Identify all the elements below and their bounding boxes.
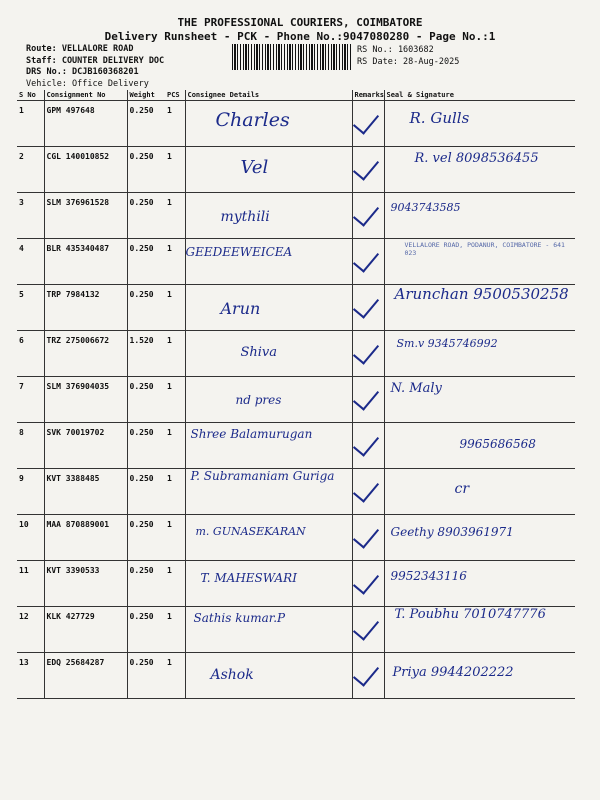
- cell-pcs: 1: [165, 653, 185, 699]
- check-mark-icon: [352, 107, 378, 134]
- cell-weight: 0.250: [127, 607, 165, 653]
- rs-number: RS No.: 1603682: [357, 45, 434, 55]
- consignee-handwriting: mythili: [220, 209, 270, 225]
- cell-weight: 0.250: [127, 561, 165, 607]
- signature-handwriting: Priya 9944202222: [392, 665, 514, 680]
- cell-sno: 1: [17, 101, 44, 147]
- header-info-left: [26, 44, 164, 90]
- table-row: [17, 239, 575, 285]
- cell-consignment-no: EDQ 25684287: [44, 653, 127, 699]
- check-mark-icon: [352, 429, 378, 456]
- cell-weight: 0.250: [127, 239, 165, 285]
- cell-remarks: [352, 331, 384, 377]
- check-mark-icon: [352, 337, 378, 364]
- signature-handwriting: 9965686568: [459, 437, 536, 451]
- staff-line: Staff: COUNTER DELIVERY DOC: [26, 55, 165, 66]
- cell-consignee: [185, 469, 352, 515]
- signature-handwriting: N. Maly: [390, 381, 442, 396]
- check-mark-icon: [352, 199, 378, 226]
- cell-consignment-no: GPM 497648: [44, 101, 127, 147]
- cell-weight: 0.250: [127, 285, 165, 331]
- cell-weight: 0.250: [127, 469, 165, 515]
- cell-pcs: 1: [165, 147, 185, 193]
- table-row: [17, 515, 575, 561]
- cell-weight: 1.520: [127, 331, 165, 377]
- signature-handwriting: cr: [454, 481, 470, 497]
- cell-pcs: 1: [165, 423, 185, 469]
- signature-handwriting: R. Gulls: [409, 109, 470, 127]
- cell-consignment-no: MAA 870889001: [44, 515, 127, 561]
- check-mark-icon: [352, 567, 378, 594]
- table-row: [17, 147, 575, 193]
- check-mark-icon: [352, 613, 378, 640]
- delivery-table: [17, 90, 575, 699]
- cell-weight: 0.250: [127, 377, 165, 423]
- cell-weight: 0.250: [127, 515, 165, 561]
- table-row: [17, 285, 575, 331]
- cell-pcs: 1: [165, 561, 185, 607]
- signature-handwriting: Geethy 8903961971: [390, 525, 514, 539]
- cell-pcs: 1: [165, 193, 185, 239]
- cell-signature: [384, 101, 575, 147]
- table-row: [17, 653, 575, 699]
- header-info-right: [357, 44, 459, 68]
- rs-date: RS Date: 28-Aug-2025: [357, 57, 460, 67]
- cell-remarks: [352, 239, 384, 285]
- table-row: [17, 607, 575, 653]
- cell-weight: 0.250: [127, 193, 165, 239]
- cell-sno: 9: [17, 469, 44, 515]
- consignee-handwriting: Sathis kumar.P: [193, 611, 286, 625]
- vehicle-line: Vehicle: Office Delivery: [26, 78, 149, 89]
- col-sno: S No: [17, 90, 44, 101]
- route-line: Route: VELLALORE ROAD: [26, 44, 134, 54]
- drs-line: DRS No.: DCJB160368201: [26, 67, 139, 77]
- cell-remarks: [352, 101, 384, 147]
- check-mark-icon: [352, 383, 378, 410]
- barcode: [232, 44, 352, 70]
- office-stamp: VELLALORE ROAD, PODANUR, COIMBATORE - 641 023: [404, 241, 565, 257]
- cell-signature: [384, 423, 575, 469]
- cell-consignment-no: BLR 435340487: [44, 239, 127, 285]
- signature-handwriting: Arunchan 9500530258: [394, 285, 569, 303]
- check-mark-icon: [352, 659, 378, 686]
- check-mark-icon: [352, 291, 378, 318]
- cell-weight: 0.250: [127, 653, 165, 699]
- cell-consignment-no: KVT 3390533: [44, 561, 127, 607]
- consignee-handwriting: P. Subramaniam Guriga: [190, 469, 335, 483]
- col-signature: Seal & Signature: [384, 90, 575, 101]
- cell-consignment-no: CGL 140010852: [44, 147, 127, 193]
- cell-pcs: 1: [165, 515, 185, 561]
- col-consignee: Consignee Details: [185, 90, 352, 101]
- cell-consignee: [185, 653, 352, 699]
- signature-handwriting: T. Poubhu 7010747776: [394, 607, 546, 622]
- cell-remarks: [352, 147, 384, 193]
- signature-handwriting: 9952343116: [390, 569, 467, 583]
- col-pcs: PCS: [165, 90, 185, 101]
- cell-pcs: 1: [165, 239, 185, 285]
- cell-sno: 4: [17, 239, 44, 285]
- cell-pcs: 1: [165, 331, 185, 377]
- cell-pcs: 1: [165, 377, 185, 423]
- cell-weight: 0.250: [127, 423, 165, 469]
- cell-remarks: [352, 515, 384, 561]
- cell-consignee: [185, 101, 352, 147]
- cell-signature: [384, 147, 575, 193]
- check-mark-icon: [352, 475, 378, 502]
- cell-signature: [384, 561, 575, 607]
- cell-signature: [384, 515, 575, 561]
- check-mark-icon: [352, 153, 378, 180]
- cell-consignee: [185, 193, 352, 239]
- cell-consignment-no: SVK 70019702: [44, 423, 127, 469]
- cell-sno: 2: [17, 147, 44, 193]
- consignee-handwriting: Ashok: [210, 667, 254, 683]
- cell-consignee: [185, 285, 352, 331]
- cell-remarks: [352, 607, 384, 653]
- cell-sno: 11: [17, 561, 44, 607]
- cell-signature: [384, 469, 575, 515]
- cell-consignment-no: SLM 376961528: [44, 193, 127, 239]
- cell-consignment-no: KVT 3388485: [44, 469, 127, 515]
- cell-weight: 0.250: [127, 147, 165, 193]
- cell-consignment-no: SLM 376904035: [44, 377, 127, 423]
- cell-signature: [384, 607, 575, 653]
- consignee-handwriting: m. GUNASEKARAN: [195, 525, 306, 538]
- consignee-handwriting: Shree Balamurugan: [190, 427, 313, 441]
- cell-remarks: [352, 653, 384, 699]
- cell-signature: [384, 377, 575, 423]
- cell-signature: [384, 331, 575, 377]
- cell-sno: 6: [17, 331, 44, 377]
- signature-handwriting: R. vel 8098536455: [414, 151, 539, 166]
- signature-handwriting: 9043743585: [390, 201, 461, 214]
- table-body: [17, 101, 575, 699]
- cell-signature: [384, 239, 575, 285]
- consignee-handwriting: nd pres: [235, 393, 282, 407]
- cell-weight: 0.250: [127, 101, 165, 147]
- col-remarks: Remarks: [352, 90, 384, 101]
- runsheet-subtitle: Delivery Runsheet - PCK - Phone No.:9047080280 - Page No.:1: [104, 30, 496, 43]
- company-title: THE PROFESSIONAL COURIERS, COIMBATORE: [177, 16, 423, 29]
- cell-pcs: 1: [165, 101, 185, 147]
- cell-consignee: [185, 147, 352, 193]
- table-row: [17, 469, 575, 515]
- table-row: [17, 377, 575, 423]
- cell-consignment-no: TRP 7984132: [44, 285, 127, 331]
- check-mark-icon: [352, 245, 378, 272]
- col-weight: Weight: [127, 90, 165, 101]
- cell-consignment-no: TRZ 275006672: [44, 331, 127, 377]
- cell-remarks: [352, 193, 384, 239]
- cell-sno: 8: [17, 423, 44, 469]
- cell-remarks: [352, 469, 384, 515]
- cell-sno: 3: [17, 193, 44, 239]
- cell-consignee: [185, 331, 352, 377]
- cell-signature: [384, 193, 575, 239]
- cell-consignment-no: KLK 427729: [44, 607, 127, 653]
- cell-pcs: 1: [165, 607, 185, 653]
- cell-consignee: [185, 239, 352, 285]
- cell-signature: [384, 285, 575, 331]
- table-row: [17, 561, 575, 607]
- cell-remarks: [352, 561, 384, 607]
- table-row: [17, 331, 575, 377]
- table-row: [17, 193, 575, 239]
- cell-sno: 13: [17, 653, 44, 699]
- col-consignment: Consignment No: [44, 90, 127, 101]
- cell-consignee: [185, 377, 352, 423]
- cell-remarks: [352, 423, 384, 469]
- cell-sno: 7: [17, 377, 44, 423]
- cell-sno: 5: [17, 285, 44, 331]
- cell-consignee: [185, 607, 352, 653]
- consignee-handwriting: Arun: [220, 299, 261, 318]
- cell-remarks: [352, 377, 384, 423]
- consignee-handwriting: Shiva: [240, 345, 278, 360]
- cell-consignee: [185, 515, 352, 561]
- cell-signature: [384, 653, 575, 699]
- cell-sno: 12: [17, 607, 44, 653]
- consignee-handwriting: GEEDEEWEICEA: [185, 245, 293, 259]
- consignee-handwriting: Vel: [240, 157, 269, 178]
- table-row: [17, 101, 575, 147]
- table-row: [17, 423, 575, 469]
- cell-consignee: [185, 423, 352, 469]
- consignee-handwriting: T. MAHESWARI: [200, 571, 297, 585]
- check-mark-icon: [352, 521, 378, 548]
- cell-pcs: 1: [165, 469, 185, 515]
- consignee-handwriting: Charles: [215, 109, 290, 131]
- cell-remarks: [352, 285, 384, 331]
- cell-sno: 10: [17, 515, 44, 561]
- cell-consignee: [185, 561, 352, 607]
- signature-handwriting: Sm.v 9345746992: [396, 337, 498, 350]
- cell-pcs: 1: [165, 285, 185, 331]
- table-header-row: [17, 90, 575, 101]
